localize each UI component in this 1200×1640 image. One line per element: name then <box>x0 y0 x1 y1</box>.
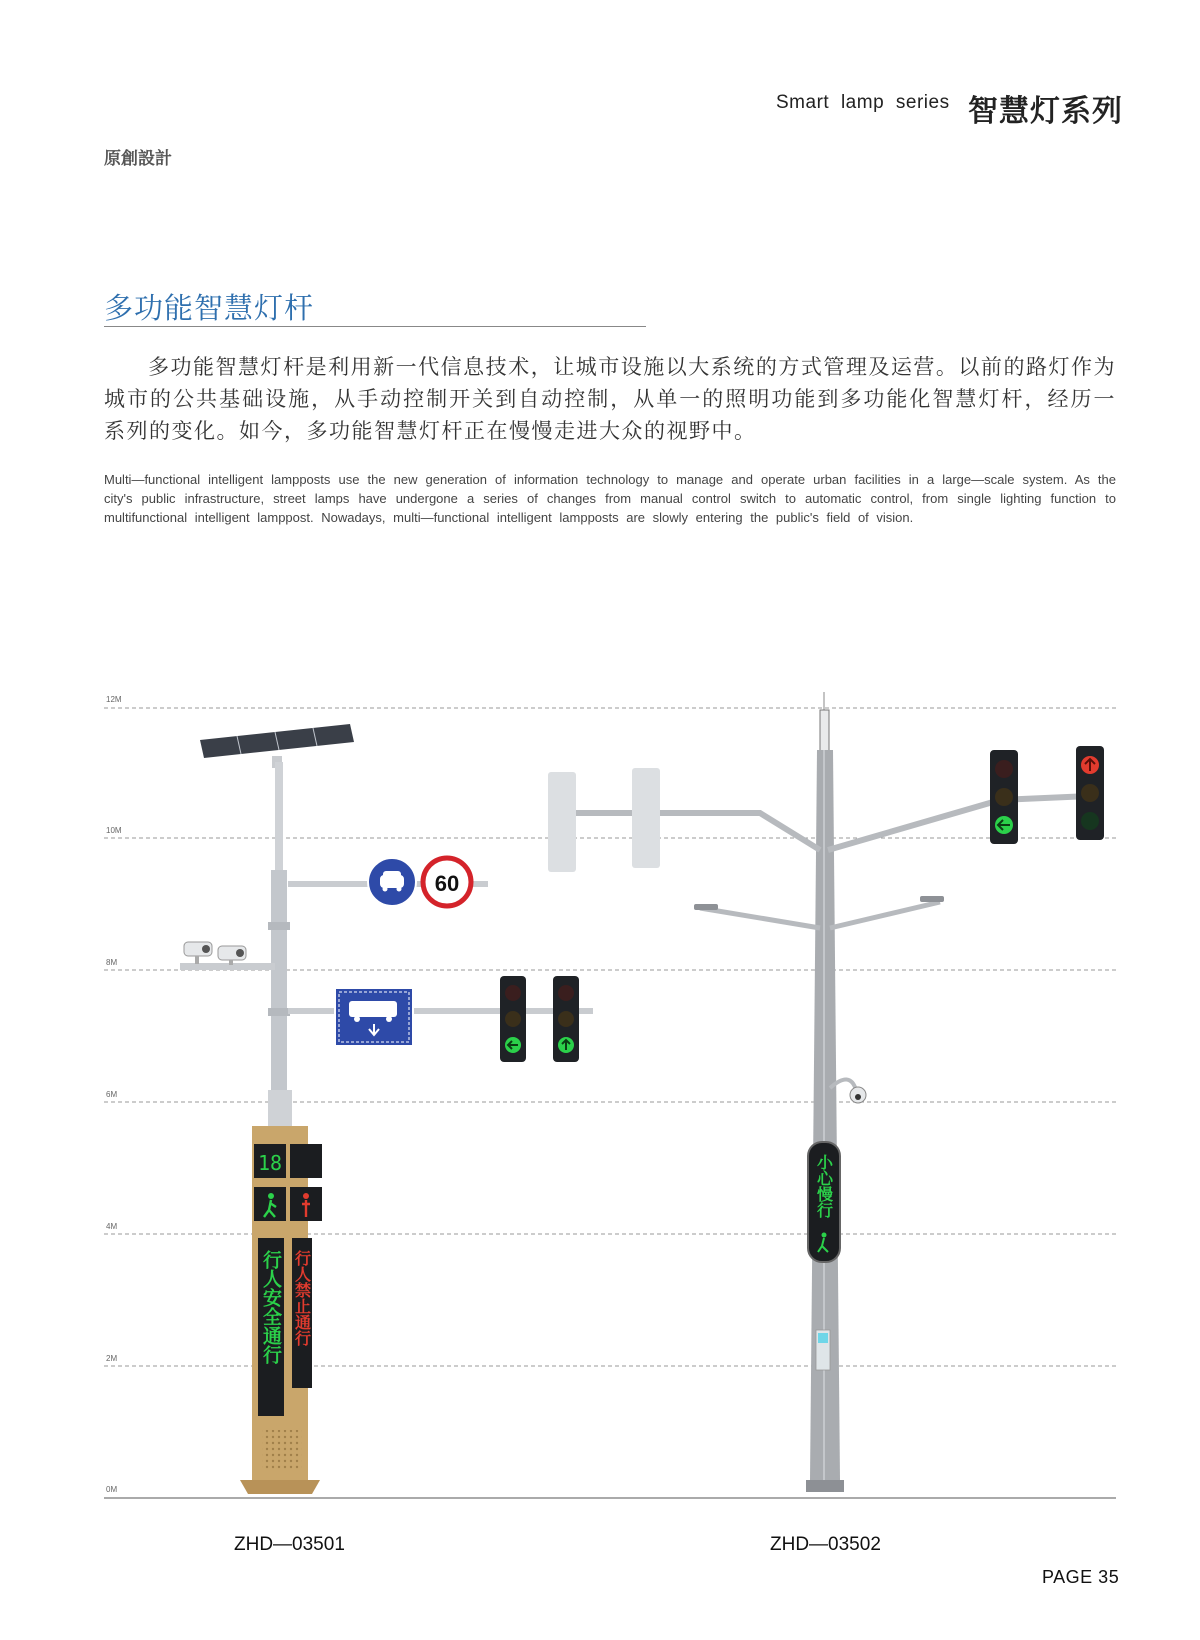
speed-limit-sign <box>423 858 471 906</box>
bus-lane-sign-icon <box>368 858 416 906</box>
height-label-6m: 6M <box>106 1090 118 1099</box>
intro-paragraph-en: Multi—functional intelligent lampposts use the new generation of information technology to manage and operate urban facilities in a large—scale system. As the city's public infrastructure, street lamps have undergone a series of changes from manual control switch to automatic control, from single lighting function to multifunctional intelligent lamppost. Nowadays, multi—functional intelligent lampposts are slowly entering the public's field of vision. <box>104 472 1116 525</box>
blank-sign-right <box>632 768 660 868</box>
blank-sign-left <box>548 772 576 872</box>
cctv-camera-icon <box>184 942 246 965</box>
beacon-light-icon <box>820 710 829 752</box>
series-title-cn: 智慧灯系列 <box>968 95 1123 128</box>
speed-limit-value: 60 <box>434 871 460 896</box>
brand-mark: 原創設計 <box>104 149 172 169</box>
series-title-en: Smart lamp series <box>776 92 950 113</box>
lamppost-zhd-03502 <box>548 692 1104 1492</box>
height-label-4m: 4M <box>106 1222 118 1231</box>
street-lamp-right-icon <box>920 896 944 902</box>
model-label-zhd-03502: ZHD—03502 <box>770 1534 881 1555</box>
height-label-8m: 8M <box>106 958 118 967</box>
sign-text-red: 行人禁止通行 <box>292 1250 312 1346</box>
countdown-value: 18 <box>257 1151 283 1175</box>
dome-camera-icon <box>850 1087 866 1103</box>
section-title: 多功能智慧灯杆 <box>104 293 315 325</box>
led-sign-text: 小心慢行 <box>814 1154 834 1218</box>
height-label-0m: 0M <box>106 1485 118 1494</box>
traffic-light-straight <box>553 976 579 1062</box>
traffic-light-left <box>500 976 526 1062</box>
street-lamp-left-icon <box>694 904 718 910</box>
bus-lane-board-icon <box>335 988 413 1046</box>
sign-text-green: 行人安全通行 <box>260 1250 282 1364</box>
solar-panel-icon <box>200 724 354 768</box>
title-divider <box>104 326 646 327</box>
height-label-2m: 2M <box>106 1354 118 1363</box>
height-label-12m: 12M <box>106 695 122 704</box>
model-label-zhd-03501: ZHD—03501 <box>234 1534 345 1555</box>
height-labels <box>106 695 122 1494</box>
intro-paragraph-cn: 多功能智慧灯杆是利用新一代信息技术，让城市设施以大系统的方式管理及运营。以前的路灯作为城市的公共基础设施，从手动控制开关到自动控制，从单一的照明功能到多功能化智慧灯杆，经历一系列的变化。如今，多功能智慧灯杆正在慢慢走进大众的视野中。 <box>104 356 1116 443</box>
height-label-10m: 10M <box>106 826 122 835</box>
traffic-light-left-arrow <box>990 750 1018 844</box>
page-number: PAGE 35 <box>1042 1567 1120 1587</box>
lamppost-zhd-03501 <box>180 724 593 1494</box>
product-elevation-diagram <box>0 690 1200 1520</box>
traffic-light-red-arrow <box>1076 746 1104 840</box>
